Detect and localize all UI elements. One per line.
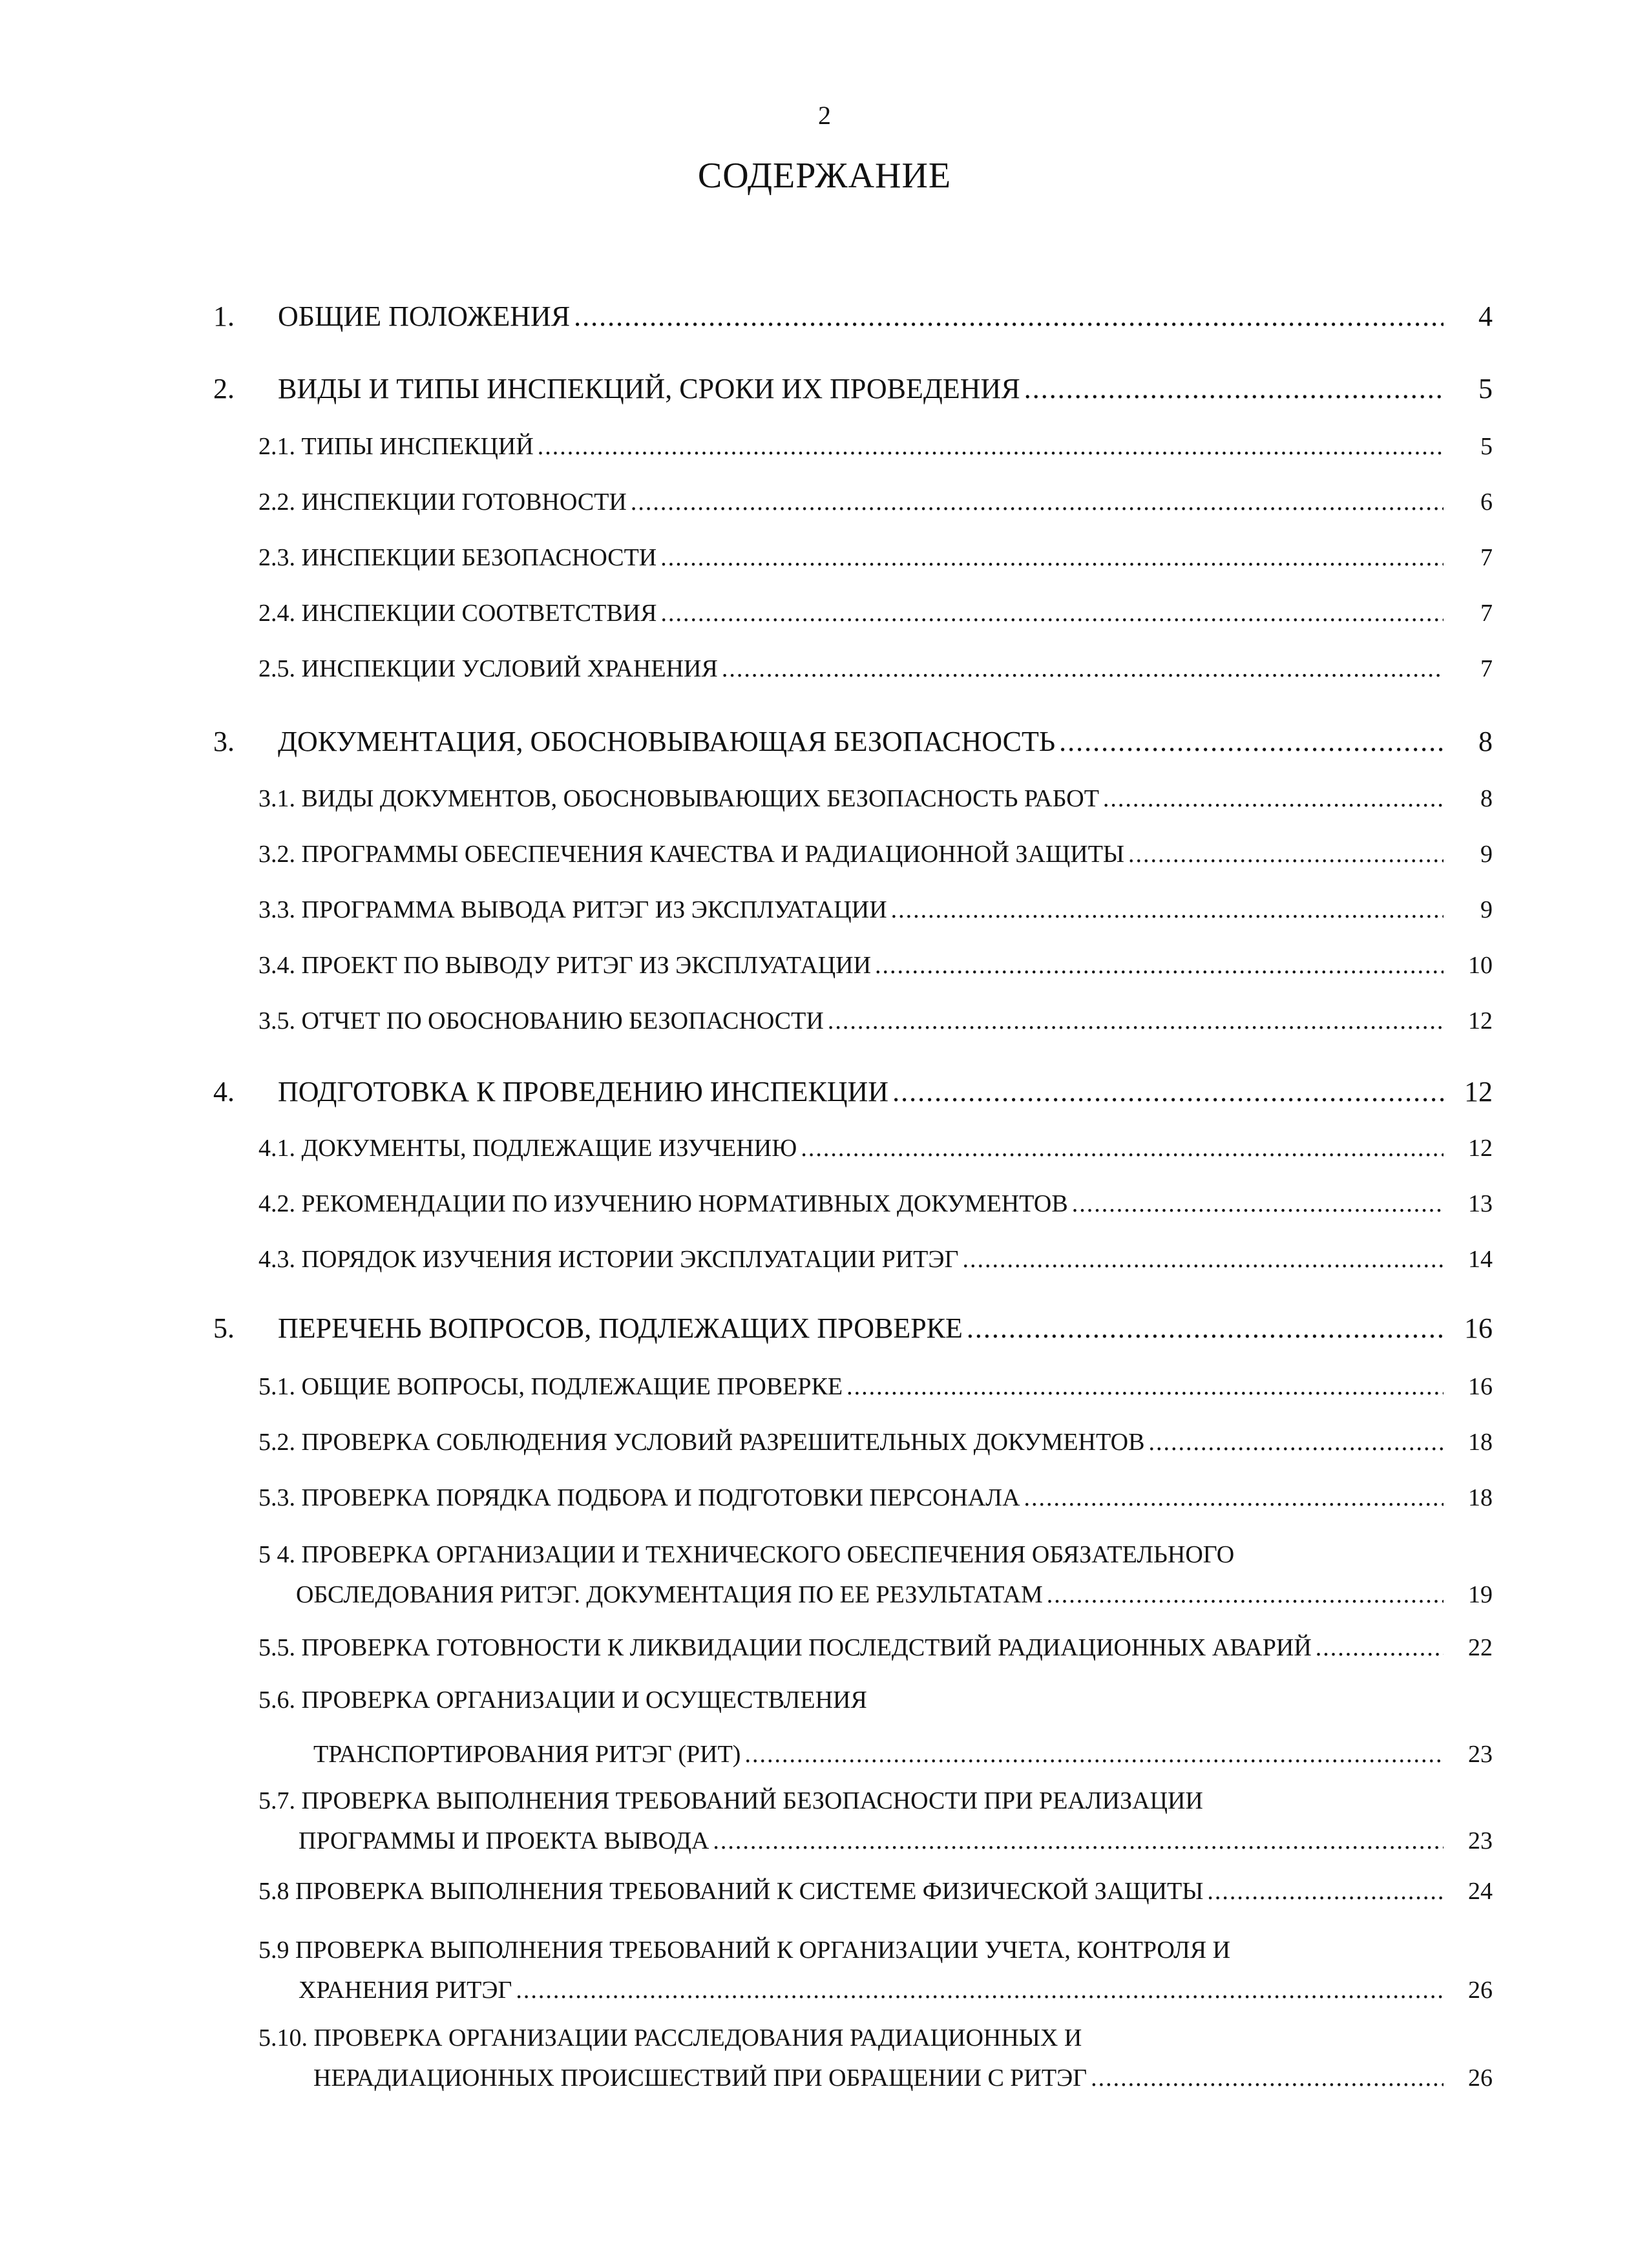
toc-entry-page: 18 <box>1468 1484 1493 1511</box>
dot-leader <box>1024 373 1444 404</box>
dot-leader <box>713 1825 1444 1856</box>
toc-entry-title: 5.3. ПРОВЕРКА ПОРЯДКА ПОДБОРА И ПОДГОТОВКИ ПЕРСОНАЛА <box>258 1484 1020 1511</box>
toc-entry-title: 3.1. ВИДЫ ДОКУМЕНТОВ, ОБОСНОВЫВАЮЩИХ БЕЗОПАСНОСТЬ РАБОТ <box>258 785 1099 812</box>
toc-entry-3-2 <box>258 839 1493 870</box>
dot-leader <box>1047 1579 1444 1610</box>
toc-entry-page: 5 <box>1478 373 1493 404</box>
toc-entry-page: 9 <box>1480 896 1493 923</box>
dot-leader <box>1148 1427 1444 1458</box>
toc-entry-2 <box>213 373 1493 404</box>
toc-entry-1 <box>213 301 1493 332</box>
toc-entry-title: 5.8 ПРОВЕРКА ВЫПОЛНЕНИЯ ТРЕБОВАНИЙ К СИСТЕМЕ ФИЗИЧЕСКОЙ ЗАЩИТЫ <box>258 1878 1204 1905</box>
toc-entry-page: 16 <box>1464 1312 1493 1344</box>
toc-entry-5-10 <box>258 2022 1493 2094</box>
toc-entry-page: 16 <box>1468 1373 1493 1400</box>
toc-entry-5-8 <box>258 1876 1493 1907</box>
toc-entry-title: 4.3. ПОРЯДОК ИЗУЧЕНИЯ ИСТОРИИ ЭКСПЛУАТАЦИИ РИТЭГ <box>258 1246 959 1273</box>
toc-entry-4-1 <box>258 1133 1493 1164</box>
dot-leader <box>660 598 1444 629</box>
toc-entry-number: 5. <box>213 1312 235 1344</box>
toc-entry-4-2 <box>258 1188 1493 1219</box>
dot-leader <box>516 1975 1444 2006</box>
toc-entry-page: 22 <box>1468 1634 1493 1661</box>
toc-entry-title: 4.1. ДОКУМЕНТЫ, ПОДЛЕЖАЩИЕ ИЗУЧЕНИЮ <box>258 1135 797 1162</box>
toc-entry-title: 5.7. ПРОВЕРКА ВЫПОЛНЕНИЯ ТРЕБОВАНИЙ БЕЗОПАСНОСТИ ПРИ РЕАЛИЗАЦИИ <box>258 1787 1203 1814</box>
toc-entry-5-3 <box>258 1482 1493 1513</box>
toc-entry-title: 2.1. ТИПЫ ИНСПЕКЦИЙ <box>258 433 534 460</box>
toc-entry-title-continued: ХРАНЕНИЯ РИТЭГ <box>299 1977 512 2004</box>
toc-entry-5-1 <box>258 1371 1493 1402</box>
toc-entry-title: 3.4. ПРОЕКТ ПО ВЫВОДУ РИТЭГ ИЗ ЭКСПЛУАТАЦИИ <box>258 952 872 979</box>
dot-leader <box>1207 1876 1444 1907</box>
toc-entry-2-5 <box>258 653 1493 684</box>
toc-entry-3-3 <box>258 894 1493 925</box>
toc-entry-title-continued: ТРАНСПОРТИРОВАНИЯ РИТЭГ (РИТ) <box>313 1741 741 1768</box>
dot-leader <box>538 431 1444 462</box>
toc-entry-page: 4 <box>1478 300 1493 332</box>
toc-entry-number: 3. <box>213 726 235 757</box>
toc-entry-title: ОБЩИЕ ПОЛОЖЕНИЯ <box>278 300 571 332</box>
toc-entry-number: 1. <box>213 300 235 332</box>
toc-entry-2-4 <box>258 598 1493 629</box>
toc-entry-title: 2.2. ИНСПЕКЦИИ ГОТОВНОСТИ <box>258 488 627 516</box>
toc-entry-5-6 <box>258 1685 1493 1770</box>
toc-entry-2-1 <box>258 431 1493 462</box>
toc-entry-page: 12 <box>1468 1007 1493 1034</box>
toc-entry-2-2 <box>258 487 1493 518</box>
toc-entry-5-4 <box>258 1539 1493 1610</box>
toc-entry-page: 7 <box>1480 655 1493 682</box>
toc-entry-page: 13 <box>1468 1190 1493 1217</box>
toc-entry-title: 5.6. ПРОВЕРКА ОРГАНИЗАЦИИ И ОСУЩЕСТВЛЕНИЯ <box>258 1686 867 1714</box>
toc-entry-page: 7 <box>1480 544 1493 571</box>
toc-entry-page: 12 <box>1468 1135 1493 1162</box>
toc-entry-page: 12 <box>1464 1076 1493 1108</box>
dot-leader <box>891 894 1444 925</box>
dot-leader <box>828 1005 1444 1036</box>
toc-entry-page: 8 <box>1480 785 1493 812</box>
toc-entry-number: 2. <box>213 373 235 404</box>
toc-entry-page: 14 <box>1468 1246 1493 1273</box>
toc-entry-title: ДОКУМЕНТАЦИЯ, ОБОСНОВЫВАЮЩАЯ БЕЗОПАСНОСТЬ <box>278 726 1056 757</box>
toc-entry-5-9 <box>258 1935 1493 2006</box>
toc-entry-title: 5.1. ОБЩИЕ ВОПРОСЫ, ПОДЛЕЖАЩИЕ ПРОВЕРКЕ <box>258 1373 843 1400</box>
toc-entry-title-continued: ОБСЛЕДОВАНИЯ РИТЭГ. ДОКУМЕНТАЦИЯ ПО ЕЕ РЕЗУЛЬТАТАМ <box>296 1581 1043 1608</box>
dot-leader <box>962 1244 1444 1275</box>
toc-entry-page: 8 <box>1478 726 1493 757</box>
dot-leader <box>875 950 1444 981</box>
toc-entry-number: 4. <box>213 1076 235 1108</box>
toc-entry-title-continued: ПРОГРАММЫ И ПРОЕКТА ВЫВОДА <box>299 1827 709 1854</box>
dot-leader <box>1072 1188 1444 1219</box>
toc-entry-title: 5.2. ПРОВЕРКА СОБЛЮДЕНИЯ УСЛОВИЙ РАЗРЕШИТЕЛЬНЫХ ДОКУМЕНТОВ <box>258 1429 1145 1456</box>
dot-leader <box>1103 783 1444 814</box>
toc-entry-title: 3.5. ОТЧЕТ ПО ОБОСНОВАНИЮ БЕЗОПАСНОСТИ <box>258 1007 824 1034</box>
toc-entry-3-5 <box>258 1005 1493 1036</box>
dot-leader <box>967 1313 1444 1344</box>
toc-entry-5-5 <box>258 1632 1493 1663</box>
toc-entry-page: 26 <box>1468 2064 1493 2092</box>
toc-entry-page: 23 <box>1468 1827 1493 1854</box>
toc-entry-3-1 <box>258 783 1493 814</box>
toc-entry-page: 23 <box>1468 1741 1493 1768</box>
toc-entry-2-3 <box>258 542 1493 573</box>
dot-leader <box>1059 726 1444 757</box>
toc-entry-page: 9 <box>1480 841 1493 868</box>
dot-leader <box>846 1371 1444 1402</box>
dot-leader <box>1024 1482 1444 1513</box>
toc-entry-page: 18 <box>1468 1429 1493 1456</box>
toc-entry-4 <box>213 1076 1493 1108</box>
toc-entry-page: 26 <box>1468 1977 1493 2004</box>
toc-entry-page: 19 <box>1468 1581 1493 1608</box>
toc-entry-title: 4.2. РЕКОМЕНДАЦИИ ПО ИЗУЧЕНИЮ НОРМАТИВНЫХ ДОКУМЕНТОВ <box>258 1190 1068 1217</box>
toc-entry-3 <box>213 726 1493 757</box>
toc-entry-page: 24 <box>1468 1878 1493 1905</box>
toc-entry-page: 7 <box>1480 600 1493 627</box>
dot-leader <box>1128 839 1444 870</box>
page-number: 2 <box>818 101 831 130</box>
toc-entry-4-3 <box>258 1244 1493 1275</box>
toc-entry-title: 3.2. ПРОГРАММЫ ОБЕСПЕЧЕНИЯ КАЧЕСТВА И РАДИАЦИОННОЙ ЗАЩИТЫ <box>258 841 1125 868</box>
dot-leader <box>722 653 1444 684</box>
dot-leader <box>801 1133 1444 1164</box>
toc-entry-title: 5.10. ПРОВЕРКА ОРГАНИЗАЦИИ РАССЛЕДОВАНИЯ РАДИАЦИОННЫХ И <box>258 2024 1082 2052</box>
dot-leader <box>1316 1632 1444 1663</box>
toc-entry-title: 5.9 ПРОВЕРКА ВЫПОЛНЕНИЯ ТРЕБОВАНИЙ К ОРГАНИЗАЦИИ УЧЕТА, КОНТРОЛЯ И <box>258 1937 1231 1964</box>
toc-entry-title: 5 4. ПРОВЕРКА ОРГАНИЗАЦИИ И ТЕХНИЧЕСКОГО ОБЕСПЕЧЕНИЯ ОБЯЗАТЕЛЬНОГО <box>258 1541 1235 1568</box>
toc-entry-page: 6 <box>1480 488 1493 516</box>
toc-entry-title-continued: НЕРАДИАЦИОННЫХ ПРОИСШЕСТВИЙ ПРИ ОБРАЩЕНИИ С РИТЭГ <box>313 2064 1087 2092</box>
dot-leader <box>892 1076 1444 1108</box>
toc-entry-title: 2.5. ИНСПЕКЦИИ УСЛОВИЙ ХРАНЕНИЯ <box>258 655 718 682</box>
toc-entry-3-4 <box>258 950 1493 981</box>
dot-leader <box>631 487 1444 518</box>
toc-entry-title: ПЕРЕЧЕНЬ ВОПРОСОВ, ПОДЛЕЖАЩИХ ПРОВЕРКЕ <box>278 1312 963 1344</box>
toc-entry-title: 3.3. ПРОГРАММА ВЫВОДА РИТЭГ ИЗ ЭКСПЛУАТАЦИИ <box>258 896 887 923</box>
dot-leader <box>660 542 1444 573</box>
toc-entry-title: 2.4. ИНСПЕКЦИИ СООТВЕТСТВИЯ <box>258 600 657 627</box>
toc-entry-title: ПОДГОТОВКА К ПРОВЕДЕНИЮ ИНСПЕКЦИИ <box>278 1076 889 1108</box>
toc-entry-title: ВИДЫ И ТИПЫ ИНСПЕКЦИЙ, СРОКИ ИХ ПРОВЕДЕНИЯ <box>278 373 1020 404</box>
document-title: СОДЕРЖАНИЕ <box>697 156 952 196</box>
toc-entry-5-2 <box>258 1427 1493 1458</box>
toc-entry-page: 10 <box>1468 952 1493 979</box>
toc-entry-page: 5 <box>1480 433 1493 460</box>
dot-leader <box>574 301 1444 332</box>
dot-leader <box>744 1739 1444 1770</box>
toc-entry-5 <box>213 1313 1493 1344</box>
toc-entry-title: 2.3. ИНСПЕКЦИИ БЕЗОПАСНОСТИ <box>258 544 657 571</box>
dot-leader <box>1091 2063 1444 2094</box>
toc-entry-title: 5.5. ПРОВЕРКА ГОТОВНОСТИ К ЛИКВИДАЦИИ ПОСЛЕДСТВИЙ РАДИАЦИОННЫХ АВАРИЙ <box>258 1634 1312 1661</box>
toc-entry-5-7 <box>258 1785 1493 1856</box>
